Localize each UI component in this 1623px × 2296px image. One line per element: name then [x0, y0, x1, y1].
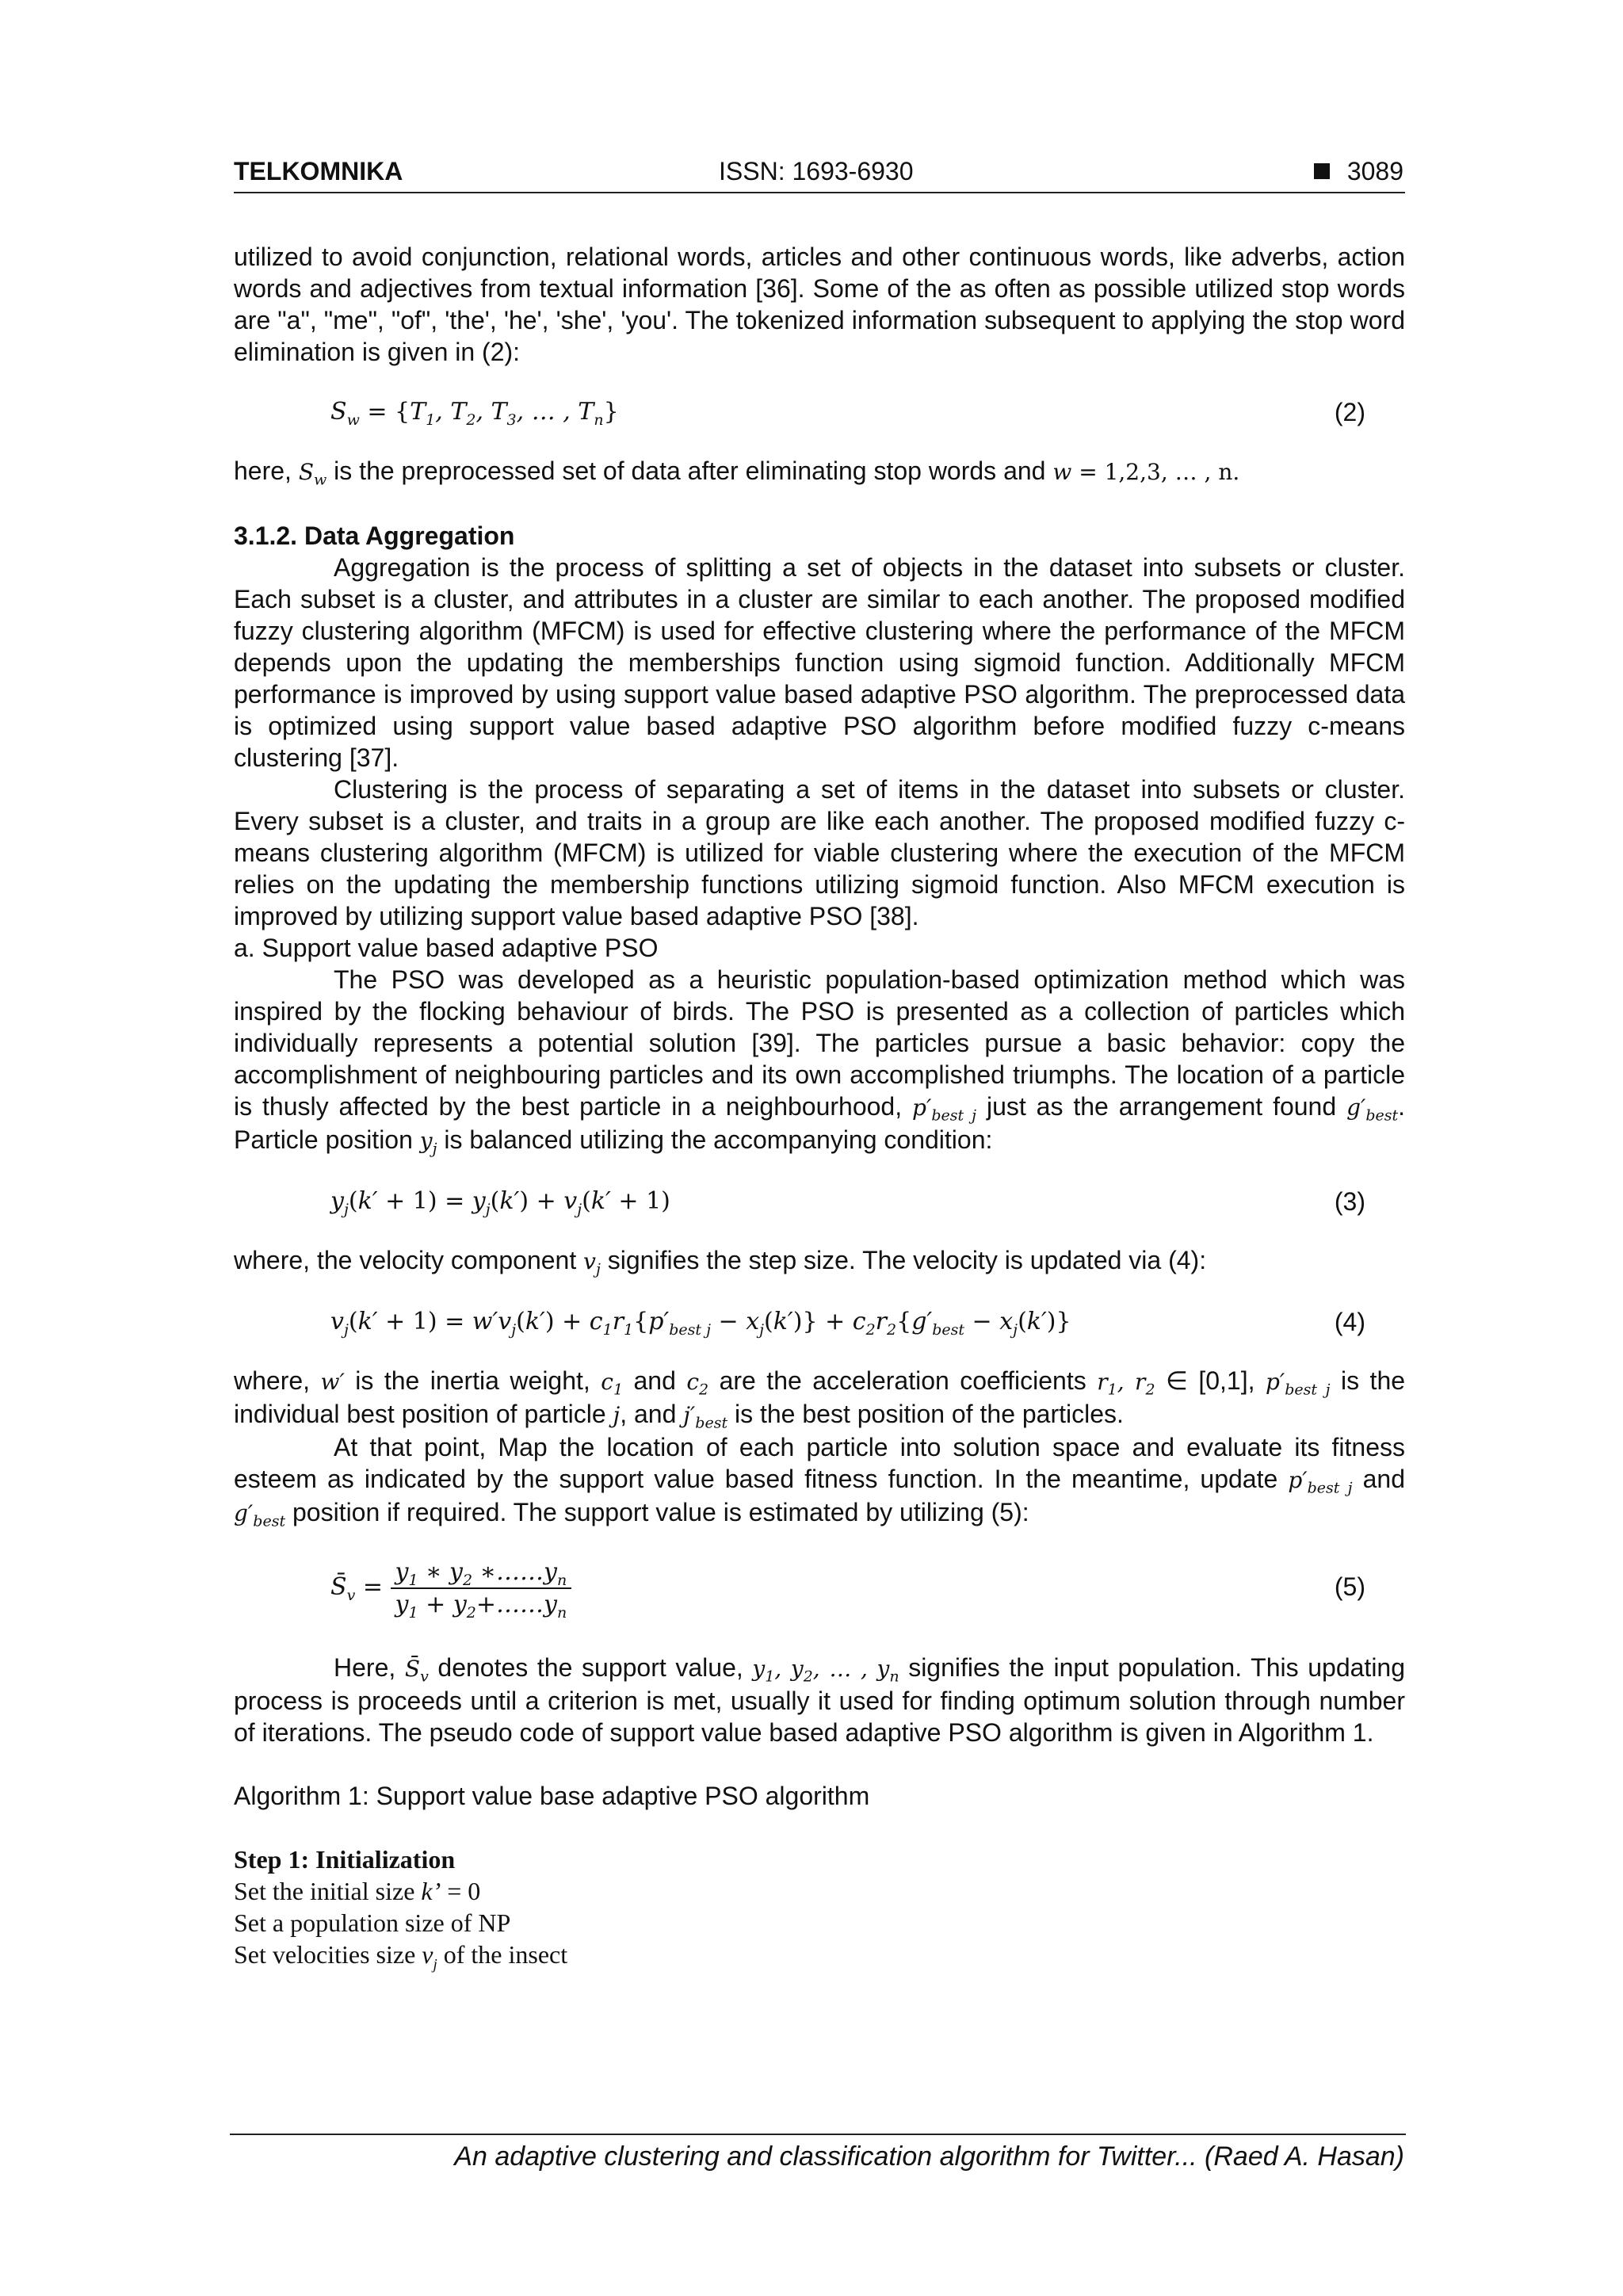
paragraph-velocity: where, the velocity component $v_j$ signifies the step size. The velocity is updated via (4):: [234, 1246, 1207, 1278]
running-header: [234, 157, 1405, 193]
paragraph-aggregation: Aggregation is the process of splitting a set of objects in the dataset into subsets or cluster. Each subset is a cluster, and attributes in a cluster are similar to each another. The proposed modified fuzzy clustering algorithm (MFCM) is used for effective clustering where the performance of the MFCM depends upon the updating the memberships function using sigmoid function. Additionally MFCM performance is improved by using support value based adaptive PSO algorithm. The preprocessed data is optimized using support value based adaptive PSO algorithm before modified fuzzy c-means clustering [37].: [234, 553, 1405, 772]
equation-2-number: (2): [1334, 398, 1365, 426]
square-bullet-icon: [1314, 163, 1330, 179]
journal-name: TELKOMNIKA: [234, 157, 403, 185]
paragraph-stopwords: utilized to avoid conjunction, relational words, articles and other continuous words, like adverbs, action words and adjectives from textual information [36]. Some of the as often as possible utilized stop words are "a", "me", "of", 'the', 'he', 'she', 'you'. The tokenized information subsequent to applying the stop word elimination is given in (2):: [234, 243, 1405, 366]
equation-3: [234, 1186, 1405, 1217]
algorithm-block: [234, 1843, 1405, 1973]
algorithm-caption: Algorithm 1: Support value base adaptive PSO algorithm: [234, 1782, 870, 1810]
equation-4-body: $v_j(k' + 1) = w'v_j(k') + c_1r_1\{p'_{best j} - x_j(k')\} + c_2r_2\{g'_{best} - x_j(k')\}$: [330, 1308, 1071, 1339]
issn: ISSN: 1693-6930: [719, 157, 914, 185]
page-number: 3089: [1314, 157, 1403, 186]
algorithm-line-1: Set the initial size k’ = 0: [234, 1877, 481, 1905]
paragraph-clustering: Clustering is the process of separating a set of items in the dataset into subsets or cluster. Every subset is a cluster, and traits in a group are like each another. The proposed modified fuzzy c-means clustering algorithm (MFCM) is utilized for viable clustering where the execution of the MFCM relies on the updating the membership functions utilizing sigmoid function. Also MFCM execution is improved by utilizing support value based adaptive PSO [38].: [234, 775, 1405, 930]
paragraph-sw-definition: here, $S_w$ is the preprocessed set of data after eliminating stop words and w = 1,2,3, … , n.: [234, 457, 1240, 489]
subheading-pso: a. Support value based adaptive PSO: [234, 934, 659, 962]
equation-5-number: (5): [1334, 1572, 1365, 1601]
paragraph-support-value: Here, $S̄_v$ denotes the support value, $y_1$, $y_2$, … , $y_n$ signifies the input population. This updating process is proceeds until a criterion is met, usually it used for finding optimum solution through number of iterations. The pseudo code of support value based adaptive PSO algorithm is given in Algorithm 1.: [234, 1653, 1406, 1747]
paragraph-fitness: At that point, Map the location of each particle into solution space and evaluate its fitness esteem as indicated by the support value based fitness function. In the meantime, update $p'_{best j}$ and $g'_{best}$ position if required. The support value is estimated by utilizing (5):: [234, 1433, 1406, 1530]
equation-2-body: $S_w = \{T_1$, $T_2$, $T_3$, … , $T_n$}: [330, 398, 619, 429]
page-body: [234, 157, 1406, 1973]
equation-2: [234, 396, 1405, 428]
running-footer: [230, 2134, 1406, 2183]
algorithm-step-title: Step 1: Initialization: [234, 1845, 456, 1874]
paragraph-inertia: where, w′ is the inertia weight, $c_1$ and $c_2$ are the acceleration coefficients $r_1$, $r_2$ ∈ [0,1], $p'_{best j}$ is the individual best position of particle j, and $j'_{best}$ is the best position of the particles.: [234, 1366, 1406, 1432]
section-heading: 3.1.2. Data Aggregation: [234, 521, 515, 550]
equation-5-body: $S̄_v$ = $\frac{y_1 ∗ y_2 ∗\dots\dots y_n}{y_1 + y_2+\dots\dots y_n}$: [330, 1558, 571, 1618]
equation-3-number: (3): [1334, 1187, 1365, 1216]
equation-3-body: $y_j(k' + 1) = y_j(k') + v_j(k' + 1)$: [330, 1187, 670, 1218]
algorithm-line-2: Set a population size of NP: [234, 1908, 511, 1937]
algorithm-line-3: Set velocities size $v_j$ of the insect: [234, 1940, 568, 1973]
footer-text: An adaptive clustering and classification algorithm for Twitter... (Raed A. Hasan): [454, 2141, 1404, 2172]
equation-4: [234, 1306, 1405, 1338]
equation-4-number: (4): [1334, 1308, 1365, 1336]
equation-5: [234, 1555, 1405, 1626]
paragraph-pso: The PSO was developed as a heuristic population-based optimization method which was inspired by the flocking behaviour of birds. The PSO is presented as a collection of particles which individually represents a potential solution [39]. The particles pursue a basic behavior: copy the accomplishment of neighbouring particles and its own accomplished triumphs. The location of a particle is thusly affected by the best particle in a neighbourhood, $p'_{best j}$ just as the arrangement found $g'_{best}$. Particle position $y_j$ is balanced utilizing the accompanying condition:: [234, 965, 1406, 1158]
